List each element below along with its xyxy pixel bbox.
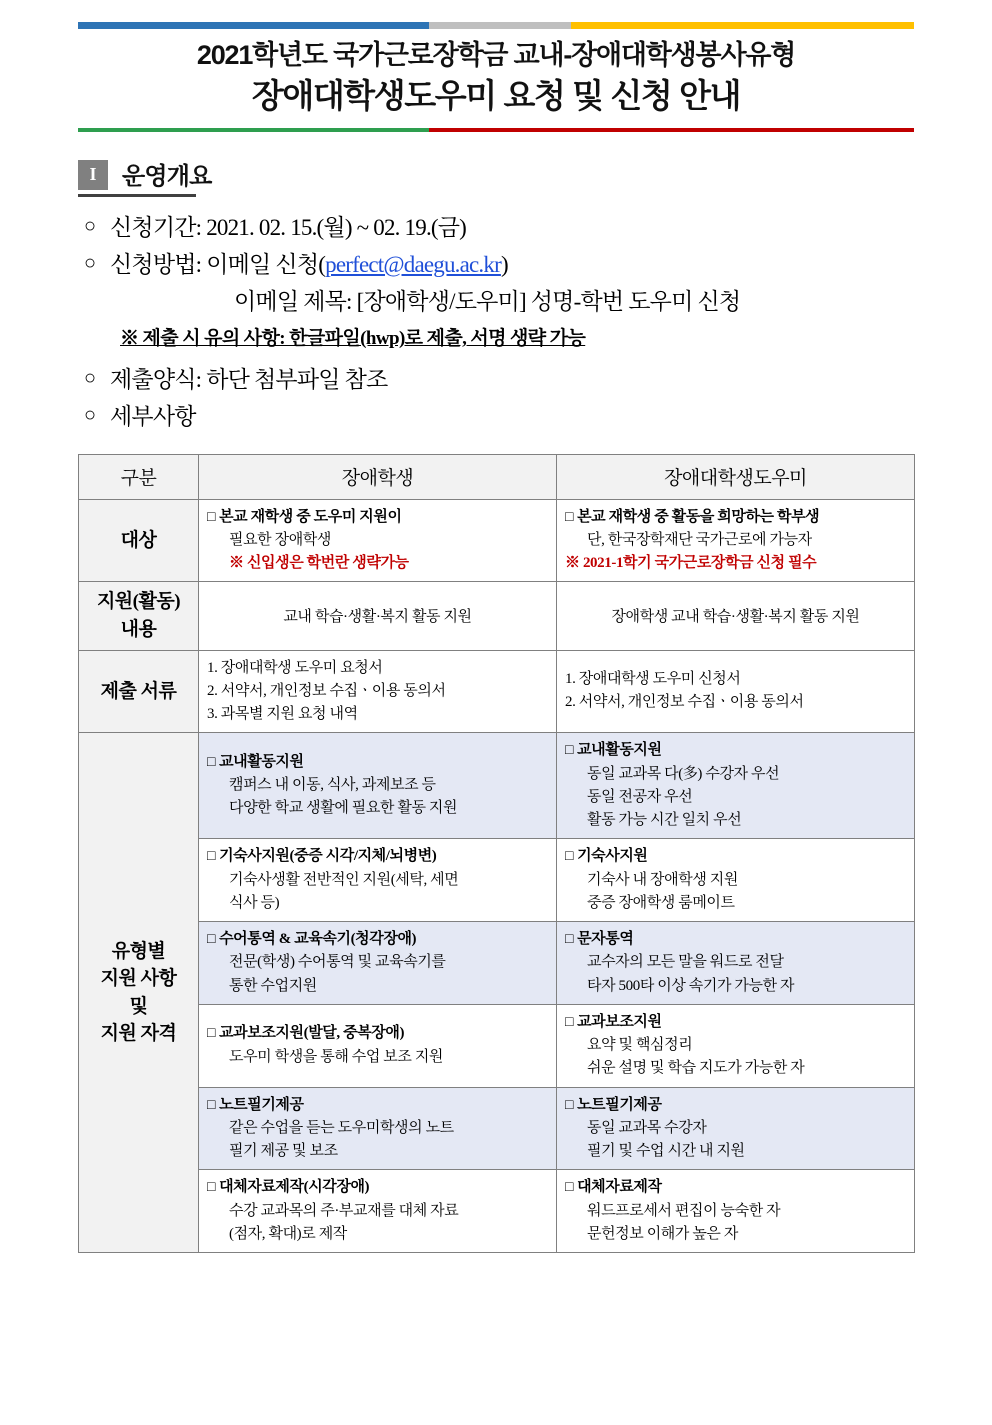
checkbox-icon: □ bbox=[207, 1097, 216, 1113]
support-type-5-student-line-2: 필기 제공 및 보조 bbox=[229, 1143, 338, 1159]
support-type-1-helper-title bbox=[565, 739, 906, 762]
checkbox-icon: □ bbox=[565, 1014, 574, 1030]
color-bar-segment-blue bbox=[78, 22, 429, 29]
checkbox-icon: □ bbox=[207, 1180, 216, 1196]
support-type-1-helper-line-1: 동일 교과목 다(多) 수강자 우선 bbox=[587, 765, 780, 782]
row-header-support-content-line-2: 내용 bbox=[120, 618, 157, 640]
cell-support-type-1-helper bbox=[557, 733, 915, 839]
submission-form-text: 제출양식: 하단 첨부파일 참조 bbox=[110, 367, 388, 393]
support-type-3-student-line-2: 통한 수업지원 bbox=[229, 977, 317, 994]
row-header-support-types-line-1: 유형별 bbox=[111, 940, 166, 962]
cell-support-type-6-helper bbox=[557, 1170, 915, 1253]
support-type-5-helper-line-2: 필기 및 수업 시간 내 지원 bbox=[587, 1143, 745, 1159]
support-type-2-student-line-1: 기숙사생활 전반적인 지원(세탁, 세면 bbox=[229, 871, 459, 888]
section-underline bbox=[78, 194, 196, 197]
documents-helper-line-2: 2. 서약서, 개인정보 수집ㆍ이용 동의서 bbox=[565, 694, 804, 711]
bullet-circle-icon: ○ bbox=[84, 251, 96, 274]
row-header-support-content-line-1: 지원(활동) bbox=[96, 591, 181, 613]
cell-support-type-2-student bbox=[199, 839, 557, 922]
overview-list bbox=[84, 209, 992, 436]
checkbox-icon: □ bbox=[207, 509, 216, 525]
support-type-3-helper-line-2: 타자 500타 이상 속기가 가능한 자 bbox=[587, 977, 795, 994]
checkbox-icon: □ bbox=[207, 1026, 216, 1042]
table-row-support-type-4 bbox=[79, 1004, 915, 1087]
list-item-submission-form bbox=[84, 361, 992, 398]
title-line-1: 2021학년도 국가근로장학금 교내-장애대학생봉사유형 bbox=[196, 40, 796, 70]
support-type-1-student-line-2: 다양한 학교 생활에 필요한 활동 지원 bbox=[229, 800, 458, 817]
checkbox-icon: □ bbox=[207, 849, 216, 865]
section-heading bbox=[78, 158, 992, 192]
support-type-2-helper-line-1: 기숙사 내 장애학생 지원 bbox=[587, 871, 738, 888]
support-type-5-student-title bbox=[207, 1094, 548, 1117]
cell-support-type-3-helper bbox=[557, 922, 915, 1005]
row-header-documents: 제출 서류 bbox=[79, 650, 199, 733]
support-type-1-helper-line-2: 동일 전공자 우선 bbox=[587, 788, 693, 805]
checkbox-icon: □ bbox=[565, 1180, 574, 1196]
bullet-circle-icon: ○ bbox=[84, 367, 96, 390]
support-type-2-helper-title bbox=[565, 845, 906, 868]
table-row-support-type-3 bbox=[79, 922, 915, 1005]
cell-support-content-helper: 장애학생 교내 학습·생활·복지 활동 지원 bbox=[557, 582, 915, 650]
color-bar-segment-green bbox=[78, 128, 429, 132]
support-type-4-helper-line-1: 요약 및 핵심정리 bbox=[587, 1037, 693, 1053]
support-type-5-helper-line-1: 동일 교과목 수강자 bbox=[587, 1119, 707, 1136]
document-title-block bbox=[78, 39, 914, 118]
support-type-4-student-title bbox=[207, 1022, 548, 1045]
checkbox-icon: □ bbox=[565, 743, 574, 759]
support-type-5-student-line-1: 같은 수업을 듣는 도우미학생의 노트 bbox=[229, 1119, 454, 1136]
bullet-circle-icon: ○ bbox=[84, 404, 96, 427]
support-type-2-student-title bbox=[207, 845, 548, 868]
cell-support-type-2-helper bbox=[557, 839, 915, 922]
target-helper-line-1 bbox=[565, 506, 906, 529]
row-header-support-types-line-3: 및 bbox=[129, 995, 148, 1017]
cell-support-type-1-student bbox=[199, 733, 557, 839]
support-type-1-student-line-1: 캠퍼스 내 이동, 식사, 과제보조 등 bbox=[229, 777, 436, 794]
support-type-2-helper-title-text: 기숙사지원 bbox=[577, 848, 648, 865]
checkbox-icon: □ bbox=[565, 509, 574, 525]
target-student-line-1 bbox=[207, 506, 548, 529]
section-number-badge: I bbox=[78, 160, 108, 190]
details-table bbox=[78, 454, 915, 1253]
checkbox-icon: □ bbox=[207, 932, 216, 947]
list-item-details bbox=[84, 398, 992, 435]
support-type-2-student-title-text: 기숙사지원(중증 시각/지체/뇌병변) bbox=[219, 848, 437, 865]
checkbox-icon: □ bbox=[565, 849, 574, 865]
support-type-1-student-title bbox=[207, 751, 548, 774]
support-type-6-helper-title bbox=[565, 1176, 906, 1199]
support-type-5-helper-title bbox=[565, 1094, 906, 1117]
cell-support-type-4-student bbox=[199, 1004, 557, 1087]
checkbox-icon: □ bbox=[565, 932, 574, 947]
row-header-support-types bbox=[79, 733, 199, 1253]
color-bar-segment-gray bbox=[429, 22, 571, 29]
support-type-4-helper-title bbox=[565, 1011, 906, 1034]
support-type-3-helper-title bbox=[565, 928, 906, 951]
support-type-6-helper-title-text: 대체자료제작 bbox=[577, 1179, 662, 1196]
list-item-application-period bbox=[84, 209, 992, 246]
target-helper-line-2: 단, 한국장학재단 국가근로에 가능자 bbox=[587, 531, 812, 548]
header-bottom-color-bar bbox=[78, 128, 914, 132]
support-type-5-student-title-text: 노트필기제공 bbox=[219, 1096, 304, 1113]
section-title: 운영개요 bbox=[122, 163, 212, 191]
cell-target-helper bbox=[557, 499, 915, 582]
application-method-prefix: 신청방법: 이메일 신청( bbox=[110, 251, 326, 277]
support-type-6-student-line-1: 수강 교과목의 주·부교재를 대체 자료 bbox=[229, 1202, 459, 1219]
application-method-text bbox=[110, 246, 992, 283]
table-row-support-type-1 bbox=[79, 733, 915, 839]
row-header-support-types-line-4: 지원 자격 bbox=[100, 1023, 177, 1045]
submission-note-text: ※ 제출 시 유의 사항: 한글파일(hwp)로 제출, 서명 생략 가능 bbox=[120, 328, 586, 350]
table-row-support-content bbox=[79, 582, 915, 650]
cell-support-type-3-student bbox=[199, 922, 557, 1005]
details-text: 세부사항 bbox=[110, 404, 196, 430]
cell-documents-helper bbox=[557, 650, 915, 733]
table-row-support-type-5 bbox=[79, 1087, 915, 1170]
bullet-circle-icon: ○ bbox=[84, 214, 96, 237]
support-type-4-helper-line-2: 쉬운 설명 및 학습 지도가 가능한 자 bbox=[587, 1060, 805, 1077]
document-page bbox=[0, 22, 992, 1425]
support-type-2-helper-line-2: 중증 장애학생 룸메이트 bbox=[587, 894, 735, 911]
table-row-support-type-2 bbox=[79, 839, 915, 922]
cell-support-type-6-student bbox=[199, 1170, 557, 1253]
checkbox-icon: □ bbox=[207, 754, 216, 770]
target-student-text-1: 본교 재학생 중 도우미 지원이 bbox=[219, 508, 402, 525]
support-type-5-helper-title-text: 노트필기제공 bbox=[577, 1096, 662, 1113]
email-subject-text: 이메일 제목: [장애학생/도우미] 성명-학번 도우미 신청 bbox=[234, 289, 741, 315]
checkbox-icon: □ bbox=[565, 1097, 574, 1113]
color-bar-segment-red bbox=[429, 128, 914, 132]
support-type-6-helper-line-2: 문헌정보 이해가 높은 자 bbox=[587, 1225, 738, 1242]
email-link[interactable]: perfect@daegu.ac.kr bbox=[325, 251, 501, 277]
support-type-3-student-title bbox=[207, 928, 548, 951]
support-type-6-student-title-text: 대체자료제작(시각장애) bbox=[219, 1179, 370, 1196]
application-period-text: 신청기간: 2021. 02. 15.(월) ~ 02. 19.(금) bbox=[110, 214, 467, 240]
support-type-3-student-line-1: 전문(학생) 수어통역 및 교육속기를 bbox=[229, 954, 446, 971]
column-header-student: 장애학생 bbox=[199, 454, 557, 499]
cell-support-type-4-helper bbox=[557, 1004, 915, 1087]
documents-student-line-2: 2. 서약서, 개인정보 수집ㆍ이용 동의서 bbox=[207, 682, 446, 699]
table-row-target bbox=[79, 499, 915, 582]
cell-support-type-5-helper bbox=[557, 1087, 915, 1170]
title-line-2: 장애대학생도우미 요청 및 신청 안내 bbox=[251, 76, 741, 114]
application-method-suffix: ) bbox=[500, 251, 508, 277]
target-student-line-3: ※ 신입생은 학번란 생략가능 bbox=[229, 555, 409, 572]
support-type-6-student-line-2: (점자, 확대)로 제작 bbox=[229, 1225, 347, 1242]
submission-note bbox=[120, 324, 992, 355]
support-type-1-helper-title-text: 교내활동지원 bbox=[577, 742, 662, 759]
target-student-line-2: 필요한 장애학생 bbox=[229, 531, 331, 548]
row-header-support-types-line-2: 지원 사항 bbox=[100, 968, 177, 990]
row-header-support-content bbox=[79, 582, 199, 650]
cell-support-content-student: 교내 학습·생활·복지 활동 지원 bbox=[199, 582, 557, 650]
cell-target-student bbox=[199, 499, 557, 582]
table-row-support-type-6 bbox=[79, 1170, 915, 1253]
cell-support-type-5-student bbox=[199, 1087, 557, 1170]
support-type-1-helper-line-3: 활동 가능 시간 일치 우선 bbox=[587, 812, 742, 828]
support-type-4-helper-title-text: 교과보조지원 bbox=[577, 1013, 662, 1030]
documents-student-line-3: 3. 과목별 지원 요청 내역 bbox=[207, 706, 358, 722]
support-type-6-student-title bbox=[207, 1176, 548, 1199]
documents-helper-line-1: 1. 장애대학생 도우미 신청서 bbox=[565, 671, 741, 688]
support-type-4-student-title-text: 교과보조지원(발달, 중복장애) bbox=[219, 1025, 405, 1042]
support-type-3-helper-title-text: 문자통역 bbox=[577, 931, 634, 947]
header-top-color-bar bbox=[78, 22, 914, 29]
support-type-2-student-line-2: 식사 등) bbox=[229, 894, 280, 911]
column-header-helper: 장애대학생도우미 bbox=[557, 454, 915, 499]
support-type-4-student-line-1: 도우미 학생을 통해 수업 보조 지원 bbox=[229, 1048, 444, 1065]
cell-documents-student bbox=[199, 650, 557, 733]
table-row-documents bbox=[79, 650, 915, 733]
table-header-row bbox=[79, 454, 915, 499]
row-header-target: 대상 bbox=[79, 499, 199, 582]
list-item-application-method bbox=[84, 246, 992, 283]
documents-student-line-1: 1. 장애대학생 도우미 요청서 bbox=[207, 659, 383, 676]
column-header-category: 구분 bbox=[79, 454, 199, 499]
support-type-6-helper-line-1: 워드프로세서 편집이 능숙한 자 bbox=[587, 1202, 781, 1219]
target-helper-line-3: ※ 2021-1학기 국가근로장학금 신청 필수 bbox=[565, 555, 817, 572]
support-type-1-student-title-text: 교내활동지원 bbox=[219, 753, 304, 770]
support-type-3-helper-line-1: 교수자의 모든 말을 워드로 전달 bbox=[587, 954, 784, 971]
support-type-3-student-title-text: 수어통역 & 교육속기(청각장애) bbox=[219, 931, 417, 947]
target-helper-text-1: 본교 재학생 중 활동을 희망하는 학부생 bbox=[577, 508, 820, 525]
color-bar-segment-yellow bbox=[571, 22, 914, 29]
